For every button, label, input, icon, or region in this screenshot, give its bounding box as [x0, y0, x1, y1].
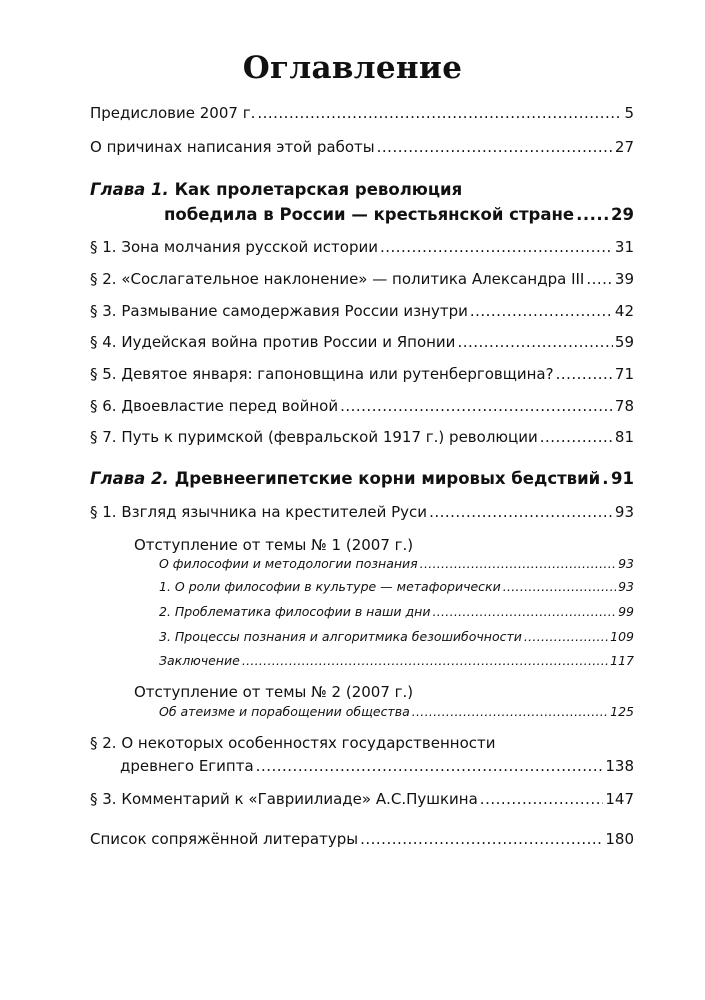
toc-entry-ch2-s2-line1[interactable]: § 2. О некоторых особенностях государственности — [90, 734, 496, 752]
toc-entry-digression-1-item[interactable] — [159, 604, 634, 619]
entry-label: § 7. Путь к пуримской (февральской 1917 г.) революции — [90, 428, 538, 446]
dot-leader — [470, 302, 613, 320]
entry-label: § 3. Размывание самодержавия России изнутри — [90, 302, 468, 320]
page-number: 125 — [610, 704, 634, 719]
chapter-title-line1: Как пролетарская революция — [174, 180, 463, 199]
digression-2-heading: Отступление от темы № 2 (2007 г.) — [134, 683, 414, 701]
dot-leader — [457, 333, 612, 351]
entry-label: 2. Проблематика философии в наши дни — [159, 604, 431, 619]
entry-label: § 1. Взгляд язычника на крестителей Руси — [90, 503, 428, 521]
page-number: 78 — [614, 397, 634, 415]
toc-entry-digression-1-item[interactable] — [159, 556, 634, 571]
entry-label: § 2. «Сослагательное наклонение» — политика Александра III — [90, 270, 585, 288]
toc-entry-ch1-s5[interactable] — [90, 365, 634, 383]
entry-label: § 3. Комментарий к «Гавриилиаде» А.С.Пушкина — [90, 790, 478, 808]
chapter-prefix: Глава 2. — [90, 469, 169, 488]
entry-label: О причинах написания этой работы — [90, 138, 375, 156]
dot-leader — [257, 104, 622, 122]
page-number: 42 — [614, 302, 634, 320]
entry-label: О философии и методологии познания — [159, 556, 418, 571]
toc-entry-ch1-s3[interactable] — [90, 302, 634, 320]
toc-entry-preface[interactable] — [90, 104, 634, 122]
dot-leader — [360, 830, 603, 848]
page-title: Оглавление — [242, 50, 463, 86]
chapter-2-heading — [90, 469, 600, 488]
page-number: 138 — [605, 757, 634, 775]
dot-leader — [432, 604, 616, 619]
entry-label: древнего Египта — [120, 757, 254, 775]
page-number: 29 — [611, 205, 634, 224]
toc-entry-ch1-s7[interactable] — [90, 428, 634, 446]
dot-leader — [242, 653, 608, 668]
entry-label: 3. Процессы познания и алгоритмика безошибочности — [159, 629, 522, 644]
dot-leader — [380, 238, 613, 256]
page-number: 27 — [614, 138, 634, 156]
dot-leader — [480, 790, 604, 808]
toc-entry-chapter-1[interactable] — [164, 205, 634, 224]
page-number: 5 — [624, 104, 634, 122]
entry-label: Об атеизме и порабощении общества — [159, 704, 410, 719]
dot-leader — [420, 556, 616, 571]
page-number: 180 — [605, 830, 634, 848]
page-number: 109 — [610, 629, 634, 644]
page-number: 117 — [610, 653, 634, 668]
entry-label: Предисловие 2007 г. — [90, 104, 256, 122]
dot-leader — [576, 205, 609, 224]
dot-leader — [256, 757, 604, 775]
toc-entry-ch2-s3[interactable] — [90, 790, 634, 808]
dot-leader — [377, 138, 613, 156]
page-number: 99 — [618, 604, 634, 619]
dot-leader — [556, 365, 613, 383]
toc-entry-digression-1-item[interactable] — [159, 579, 634, 594]
toc-entry-ch1-s1[interactable] — [90, 238, 634, 256]
page-number: 93 — [618, 579, 634, 594]
page-number: 81 — [614, 428, 634, 446]
entry-label: § 4. Иудейская война против России и Японии — [90, 333, 456, 351]
page-number: 93 — [618, 556, 634, 571]
toc-entry-ch1-s6[interactable] — [90, 397, 634, 415]
chapter-title-line2: победила в России — крестьянской стране — [164, 205, 575, 224]
digression-1-heading: Отступление от темы № 1 (2007 г.) — [134, 536, 414, 554]
dot-leader — [586, 270, 613, 288]
entry-label: § 6. Двоевластие перед войной — [90, 397, 339, 415]
page-number: 39 — [614, 270, 634, 288]
entry-label: Список сопряжённой литературы — [90, 830, 359, 848]
dot-leader — [524, 629, 608, 644]
dot-leader — [429, 503, 613, 521]
dot-leader — [340, 397, 613, 415]
toc-entry-ch2-s1[interactable] — [90, 503, 634, 521]
entry-label: § 1. Зона молчания русской истории — [90, 238, 378, 256]
page-number: 147 — [605, 790, 634, 808]
toc-entry-reasons[interactable] — [90, 138, 634, 156]
toc-entry-bibliography[interactable] — [90, 830, 634, 848]
entry-label: § 5. Девятое января: гапоновщина или рутенберговщина? — [90, 365, 554, 383]
page-number: 91 — [611, 469, 634, 488]
toc-entry-digression-1-item[interactable] — [159, 629, 634, 644]
chapter-title: Древнеегипетские корни мировых бедствий — [174, 469, 601, 488]
toc-entry-digression-1-item[interactable] — [159, 653, 634, 668]
entry-label: Заключение — [159, 653, 240, 668]
toc-entry-digression-2-item[interactable] — [159, 704, 634, 719]
toc-entry-ch1-s4[interactable] — [90, 333, 634, 351]
page-number: 31 — [614, 238, 634, 256]
chapter-prefix: Глава 1. — [90, 180, 169, 199]
page-number: 59 — [614, 333, 634, 351]
dot-leader — [503, 579, 616, 594]
dot-leader — [412, 704, 608, 719]
toc-entry-ch2-s2[interactable] — [120, 757, 634, 775]
page-number: 71 — [614, 365, 634, 383]
toc-entry-ch1-s2[interactable] — [90, 270, 634, 288]
page-number: 93 — [614, 503, 634, 521]
chapter-1-heading[interactable] — [90, 180, 462, 199]
dot-leader — [540, 428, 613, 446]
dot-leader — [602, 469, 609, 488]
entry-label: 1. О роли философии в культуре — метафорически — [159, 579, 501, 594]
toc-entry-chapter-2[interactable] — [90, 469, 634, 488]
